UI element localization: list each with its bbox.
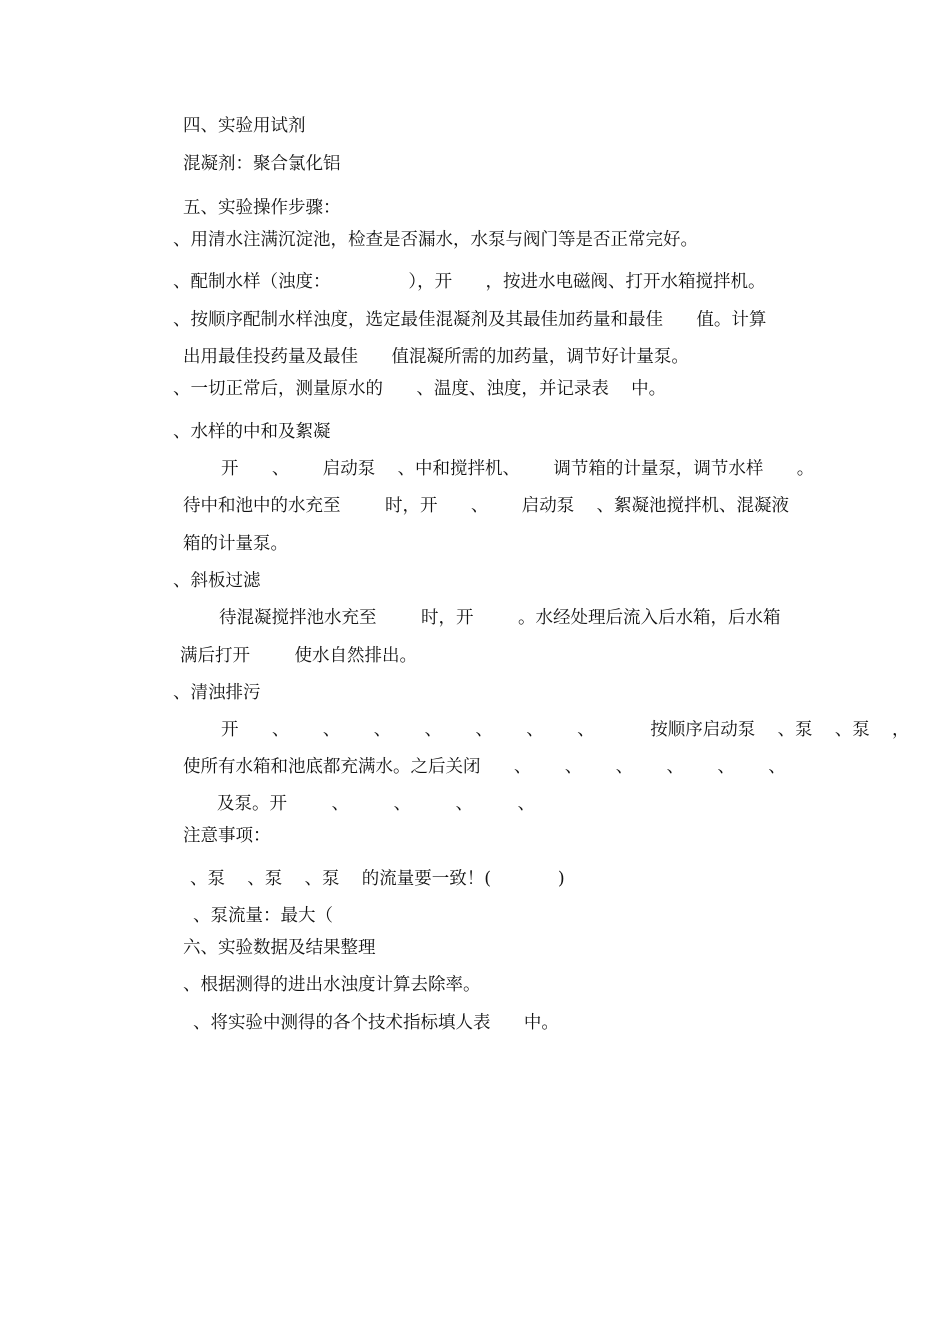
note-pump-flow-equal: 、泵 、泵 、泵 的流量要一致！( ) [190,869,565,889]
step-order-prepare-cont: 出用最佳投药量及最佳 值混凝所需的加药量，调节好计量泵。 [183,347,689,367]
section-5-heading: 五、实验操作步骤： [183,198,341,218]
note-pump-flow-max: 、泵流量：最大（ [193,906,333,926]
step-fill-sedimentation: 、用清水注满沉淀池，检查是否漏水，水泵与阀门等是否正常完好。 [173,230,698,250]
step-neutralize-line-2: 待中和池中的水充至 时，开 、 启动泵 、絮凝池搅拌机、混凝液 [183,496,790,516]
step-prepare-sample: 、配制水样（浊度： ），开 ，按进水电磁阀、打开水箱搅拌机。 [173,272,766,292]
notes-heading: 注意事项： [183,826,271,846]
step-neutralize-line-3: 箱的计量泵。 [183,534,288,554]
section-4-heading: 四、实验用试剂 [183,116,306,136]
step-neutralize-heading: 、水样的中和及絮凝 [173,422,331,442]
step-filter-line-2: 满后打开 使水自然排出。 [180,646,418,666]
step-filter-line-1: 待混凝搅拌池水充至 时，开 。水经处理后流入后水箱，后水箱 [219,608,781,628]
step-filter-heading: 、斜板过滤 [173,571,261,591]
step-drain-line-1: 开 、 、 、 、 、 、 、 按顺序启动泵 、泵 、泵 ， [221,720,910,740]
result-removal-rate: 、根据测得的进出水浊度计算去除率。 [183,975,481,995]
step-neutralize-line-1: 开 、 启动泵 、中和搅拌机、 调节箱的计量泵，调节水样 。 [221,459,815,479]
step-measure-raw-water: 、一切正常后，测量原水的 、温度、浊度，并记录表 中。 [173,379,667,399]
coagulant-line: 混凝剂：聚合氯化铝 [183,154,341,174]
step-drain-heading: 、清浊排污 [173,683,261,703]
result-fill-table: 、将实验中测得的各个技术指标填人表 中。 [193,1013,559,1033]
step-order-prepare: 、按顺序配制水样浊度，选定最佳混凝剂及其最佳加药量和最佳 值。计算 [173,310,767,330]
section-6-heading: 六、实验数据及结果整理 [183,938,376,958]
step-drain-line-2: 使所有水箱和池底都充满水。之后关闭 、 、 、 、 、 、 [183,757,786,777]
step-drain-line-3: 及泵。开 、 、 、 、 [217,794,536,814]
